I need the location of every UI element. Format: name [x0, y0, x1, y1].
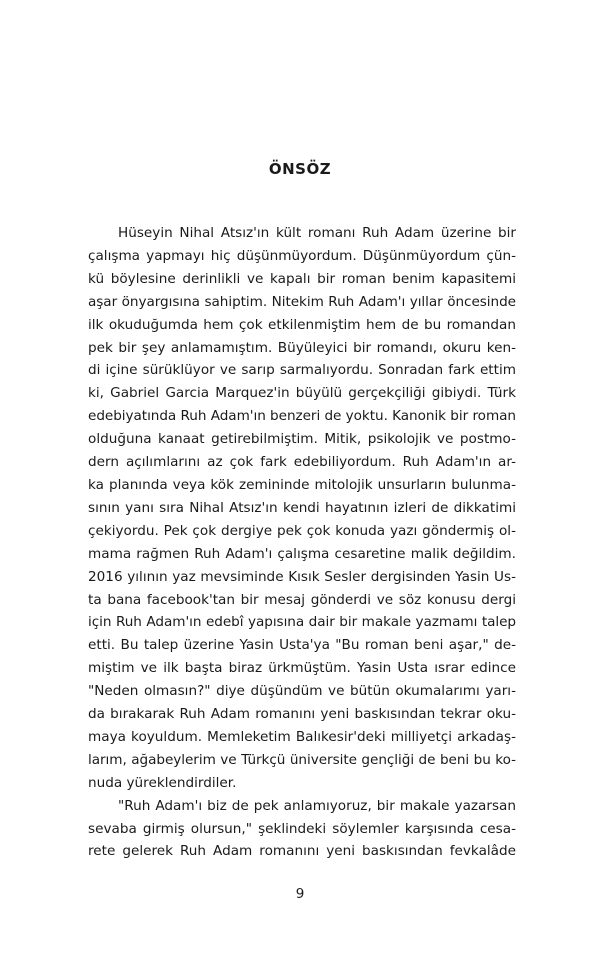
text-line: ki, Gabriel Garcia Marquez'in büyülü gerçekçiliği gibiydi. Türk [88, 385, 516, 402]
text-line: pek bir şey anlamamıştım. Büyüleyici bir romandı, okuru ken- [88, 339, 516, 356]
text-line: dern açılımlarını az çok fark edebiliyordum. Ruh Adam'ın ar- [88, 454, 516, 471]
text-line: da bırakarak Ruh Adam romanını yeni baskısından tekrar oku- [88, 706, 516, 723]
text-line: etti. Bu talep üzerine Yasin Usta'ya "Bu roman beni aşar," de- [88, 637, 516, 654]
text-line: ta bana facebook'tan bir mesaj gönderdi ve söz konusu dergi [88, 591, 516, 608]
text-line: larım, ağabeylerim ve Türkçü üniversite gençliği de beni bu ko- [88, 751, 516, 768]
body-text [88, 222, 516, 863]
text-line: maya koyuldum. Memleketim Balıkesir'deki milliyetçi arkadaş- [88, 728, 516, 745]
text-line: çalışma yapmayı hiç düşünmüyordum. Düşünmüyordum çün- [88, 247, 516, 264]
text-line: Hüseyin Nihal Atsız'ın kült romanı Ruh Adam üzerine bir [118, 225, 516, 241]
text-line: ilk okuduğumda hem çok etkilenmiştim hem de bu romandan [88, 316, 516, 333]
text-line: "Neden olmasın?" diye düşündüm ve bütün okumalarımı yarı- [88, 683, 516, 700]
text-line: sevaba girmiş olursun," şeklindeki söylemler karşısında cesa- [88, 820, 516, 837]
text-line: çekiyordu. Pek çok dergiye pek çok konuda yazı göndermiş ol- [88, 522, 516, 539]
text-line: ka planında veya kök zemininde mitolojik unsurların bulunma- [88, 476, 516, 493]
text-line: "Ruh Adam'ı biz de pek anlamıyoruz, bir makale yazarsan [118, 797, 516, 814]
text-line: sının yanı sıra Nihal Atsız'ın kendi hayatının izleri de dikkatimi [88, 499, 516, 516]
paragraph [88, 795, 516, 864]
text-line: için Ruh Adam'ın edebî yapısına dair bir makale yazmamı talep [88, 614, 516, 631]
text-line: di içine sürüklüyor ve sarıp sarmalıyordu. Sonradan fark ettim [88, 362, 516, 379]
text-line: olduğuna kanaat getirebilmiştim. Mitik, psikolojik ve postmo- [88, 431, 516, 448]
text-line: edebiyatında Ruh Adam'ın benzeri de yoktu. Kanonik bir roman [88, 408, 516, 425]
text-line: aşar önyargısına sahiptim. Nitekim Ruh Adam'ı yıllar öncesinde [88, 293, 516, 310]
text-line: 2016 yılının yaz mevsiminde Kısık Sesler dergisinden Yasin Us- [88, 568, 516, 585]
text-line: nuda yüreklendirdiler. [88, 774, 237, 791]
text-line: miştim ve ilk başta biraz ürkmüştüm. Yasin Usta ısrar edince [88, 660, 516, 677]
text-line: kü böylesine derinlikli ve kapalı bir roman benim kapasitemi [88, 270, 516, 287]
chapter-heading: ÖNSÖZ [268, 160, 332, 178]
page-number: 9 [295, 886, 305, 902]
text-line: mama rağmen Ruh Adam'ı çalışma cesaretine malik değildim. [88, 545, 516, 562]
paragraph [88, 222, 516, 795]
text-line: rete gelerek Ruh Adam romanını yeni baskısından fevkalâde [88, 843, 516, 860]
